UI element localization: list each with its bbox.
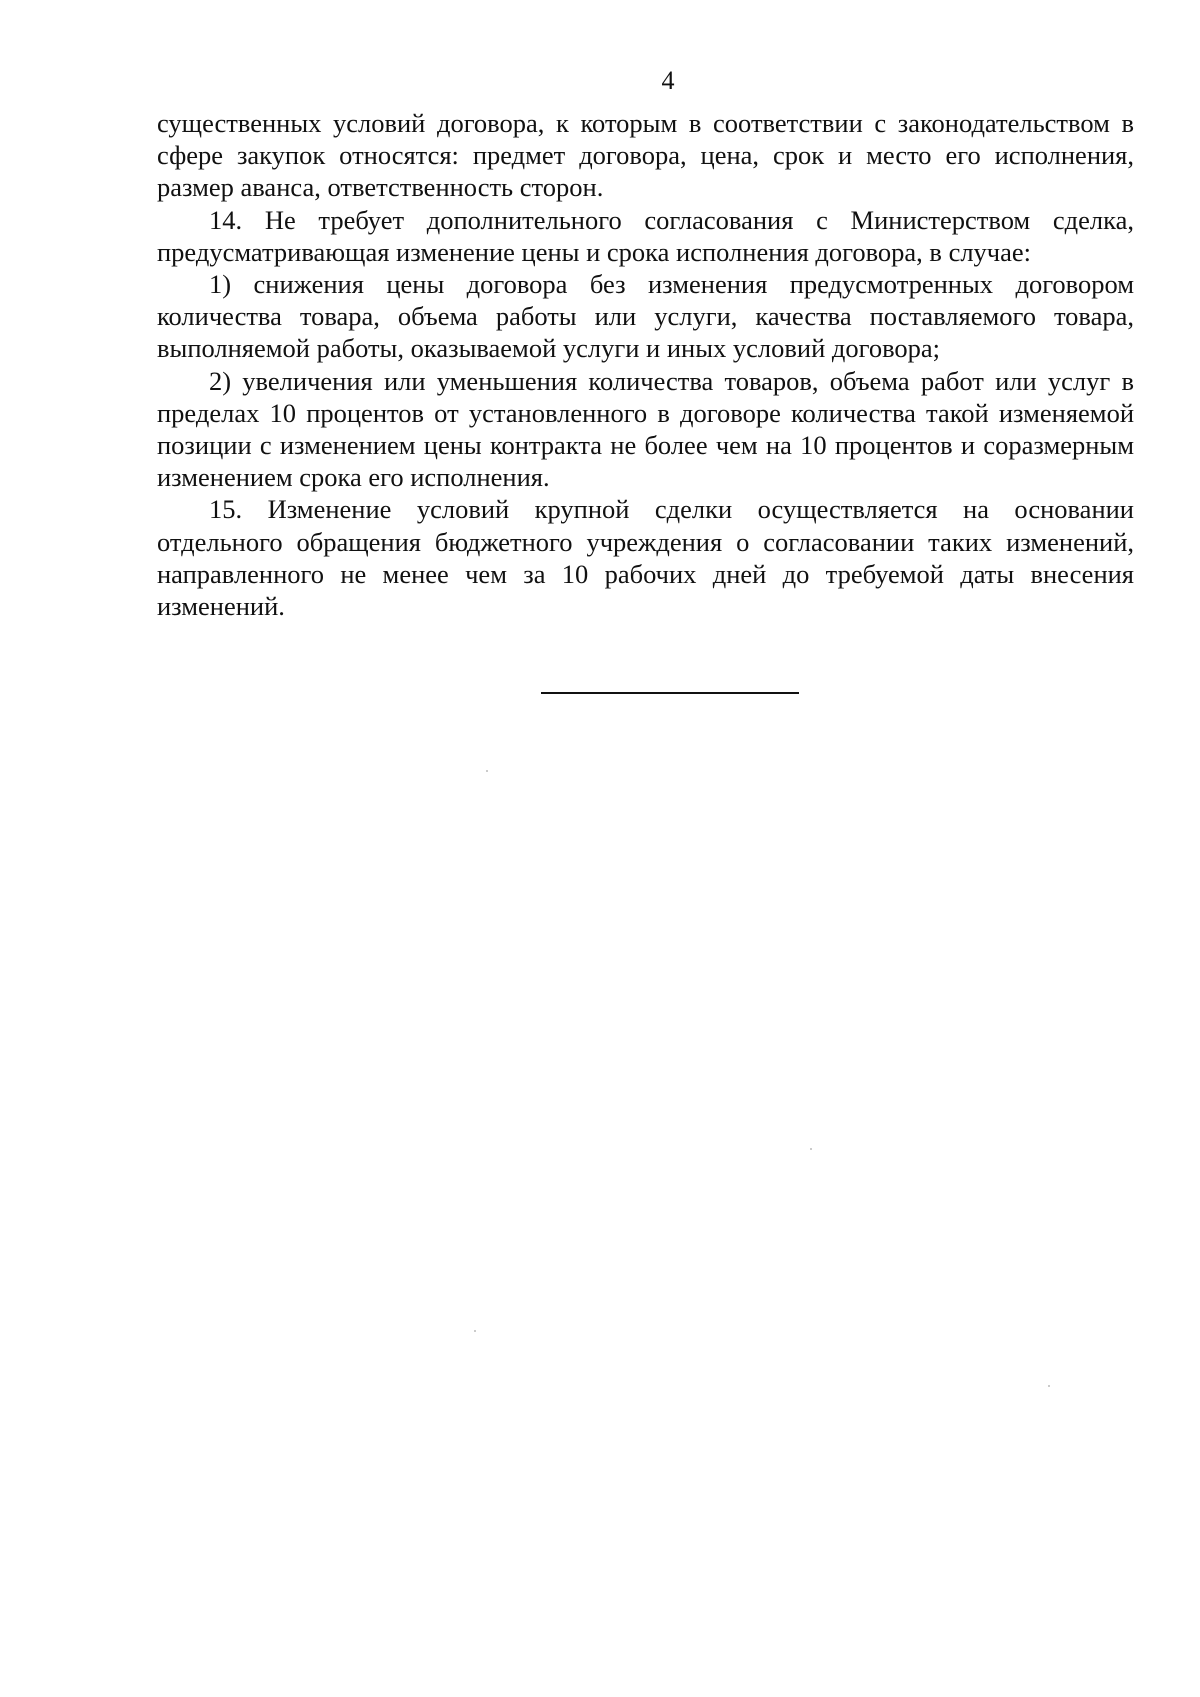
paragraph-item-14-subitem-1: 1) снижения цены договора без изменения предусмотренных договором количества товара, объема работы или услуги, качества поставляемого товара, выполняемой работы, оказываемой услуги и иных условий договора; — [157, 269, 1134, 364]
paragraph-item-15: 15. Изменение условий крупной сделки осуществляется на основании отдельного обращения бюджетного учреждения о согласовании таких изменений, направленного не менее чем за 10 рабочих дней до требуемой даты внесения изменений. — [157, 494, 1134, 622]
scan-speck — [810, 1148, 812, 1150]
scan-speck — [486, 770, 488, 772]
end-of-document-rule — [541, 692, 799, 694]
document-body — [157, 107, 1134, 622]
scan-speck — [1048, 1385, 1050, 1387]
paragraph-item-14-subitem-2: 2) увеличения или уменьшения количества товаров, объема работ или услуг в пределах 10 процентов от установленного в договоре количества такой изменяемой позиции с изменением цены контракта не более чем на 10 процентов и соразмерным изменением срока его исполнения. — [157, 365, 1134, 493]
paragraph-item-14: 14. Не требует дополнительного согласования с Министерством сделка, предусматривающая изменение цены и срока исполнения договора, в случае: — [157, 204, 1134, 267]
paragraph-continuation: существенных условий договора, к которым в соответствии с законодательством в сфере закупок относятся: предмет договора, цена, срок и место его исполнения, размер аванса, ответственность сторон. — [157, 108, 1134, 203]
scan-speck — [474, 1330, 476, 1332]
page-number: 4 — [661, 66, 675, 95]
